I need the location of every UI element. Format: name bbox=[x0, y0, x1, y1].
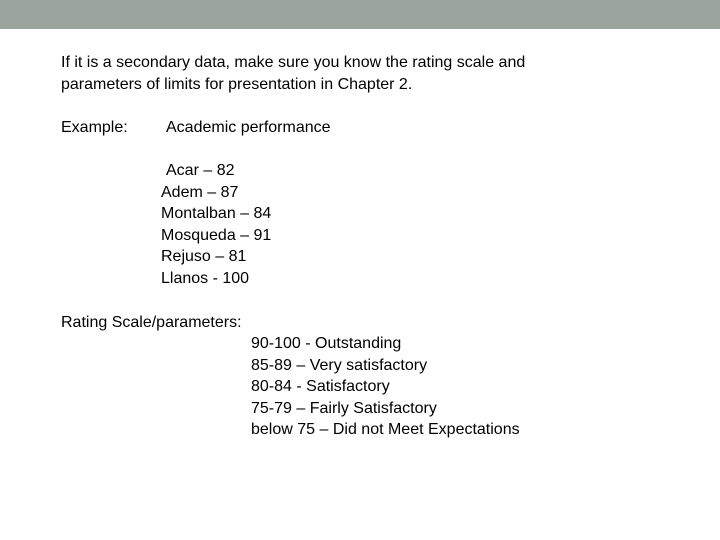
example-label: Example: bbox=[61, 119, 128, 136]
score-item: Acar – 82 bbox=[166, 162, 235, 179]
rating-scale-item: 85-89 – Very satisfactory bbox=[251, 356, 428, 374]
score-item: Rejuso – 81 bbox=[161, 248, 247, 266]
rating-scale-label: Rating Scale/parameters: bbox=[61, 314, 242, 331]
rating-scale-item: 80-84 - Satisfactory bbox=[251, 378, 390, 396]
rating-scale-item: 75-79 – Fairly Satisfactory bbox=[251, 399, 437, 417]
intro-paragraph bbox=[61, 52, 525, 96]
intro-line-1: If it is a secondary data, make sure you know the rating scale and bbox=[61, 54, 526, 71]
score-item: Montalban – 84 bbox=[161, 205, 272, 223]
rating-scale-item: 90-100 - Outstanding bbox=[251, 335, 402, 352]
example-topic: Academic performance bbox=[166, 119, 331, 136]
score-item: Mosqueda – 91 bbox=[161, 226, 272, 244]
rating-scale-item: below 75 – Did not Meet Expectations bbox=[251, 421, 520, 439]
score-item: Llanos - 100 bbox=[161, 269, 250, 287]
score-list bbox=[161, 160, 271, 290]
top-bar bbox=[0, 0, 720, 29]
score-item: Adem – 87 bbox=[161, 183, 239, 201]
intro-line-2: parameters of limits for presentation in Chapter 2. bbox=[61, 76, 413, 93]
rating-scale-list bbox=[251, 333, 520, 441]
